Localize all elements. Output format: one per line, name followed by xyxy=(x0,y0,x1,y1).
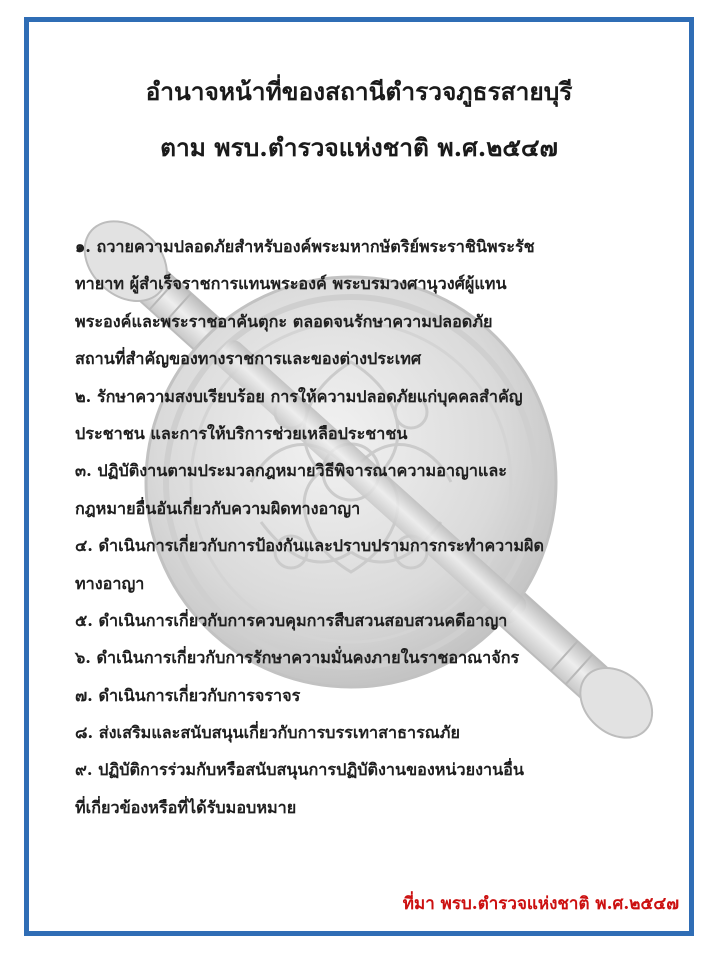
duty-line: ๘. ส่งเสริมและสนับสนุนเกี่ยวกับการบรรเทาสาธารณภัย xyxy=(75,723,460,743)
duty-line: ประชาชน และการให้บริการช่วยเหลือประชาชน xyxy=(75,423,408,443)
duty-line: ทางอาญา xyxy=(75,573,145,593)
duty-line: สถานที่สำคัญของทางราชการและของต่างประเทศ xyxy=(75,349,422,369)
duties-list xyxy=(75,228,675,826)
duty-line: ๑. ถวายความปลอดภัยสำหรับองค์พระมหากษัตริย์พระราชินิพระรัช xyxy=(75,237,535,256)
duty-line: ๕. ดำเนินการเกี่ยวกับการควบคุมการสืบสวนสอบสวนคดีอาญา xyxy=(75,610,508,630)
duty-line: ๖. ดำเนินการเกี่ยวกับการรักษาความมั่นคงภายในราชอาณาจักร xyxy=(75,648,520,668)
duty-line: กฎหมายอื่นอันเกี่ยวกับความผิดทางอาญา xyxy=(75,498,361,518)
duty-line: ๔. ดำเนินการเกี่ยวกับการป้องกันและปราบปรามการกระทำความผิด xyxy=(75,536,545,556)
page-title-line-1: อำนาจหน้าที่ของสถานีตำรวจภูธรสายบุรี xyxy=(145,77,573,106)
duty-line: ๗. ดำเนินการเกี่ยวกับการจราจร xyxy=(75,685,301,705)
duty-line: ที่เกี่ยวข้องหรือที่ได้รับมอบหมาย xyxy=(75,797,297,817)
source-note: ที่มา พรบ.ตำรวจแห่งชาติ พ.ศ.๒๕๔๗ xyxy=(402,894,679,914)
duty-line: พระองค์และพระราชอาคันตุกะ ตลอดจนรักษาความปลอดภัย xyxy=(75,311,493,331)
duty-line: ทายาท ผู้สำเร็จราชการแทนพระองค์ พระบรมวงศานุวงศ์ผู้แทน xyxy=(75,274,507,294)
duty-line: ๓. ปฏิบัติงานตามประมวลกฎหมายวิธีพิจารณาความอาญาและ xyxy=(75,461,507,481)
blue-frame xyxy=(24,17,694,936)
duty-line: ๒. รักษาความสงบเรียบร้อย การให้ความปลอดภัยแก่บุคคลสำคัญ xyxy=(75,386,523,406)
page-title-line-2: ตาม พรบ.ตำรวจแห่งชาติ พ.ศ.๒๕๔๗ xyxy=(160,133,558,162)
duty-line: ๙. ปฏิบัติการร่วมกับหรือสนับสนุนการปฏิบัติงานของหน่วยงานอื่น xyxy=(75,760,524,780)
